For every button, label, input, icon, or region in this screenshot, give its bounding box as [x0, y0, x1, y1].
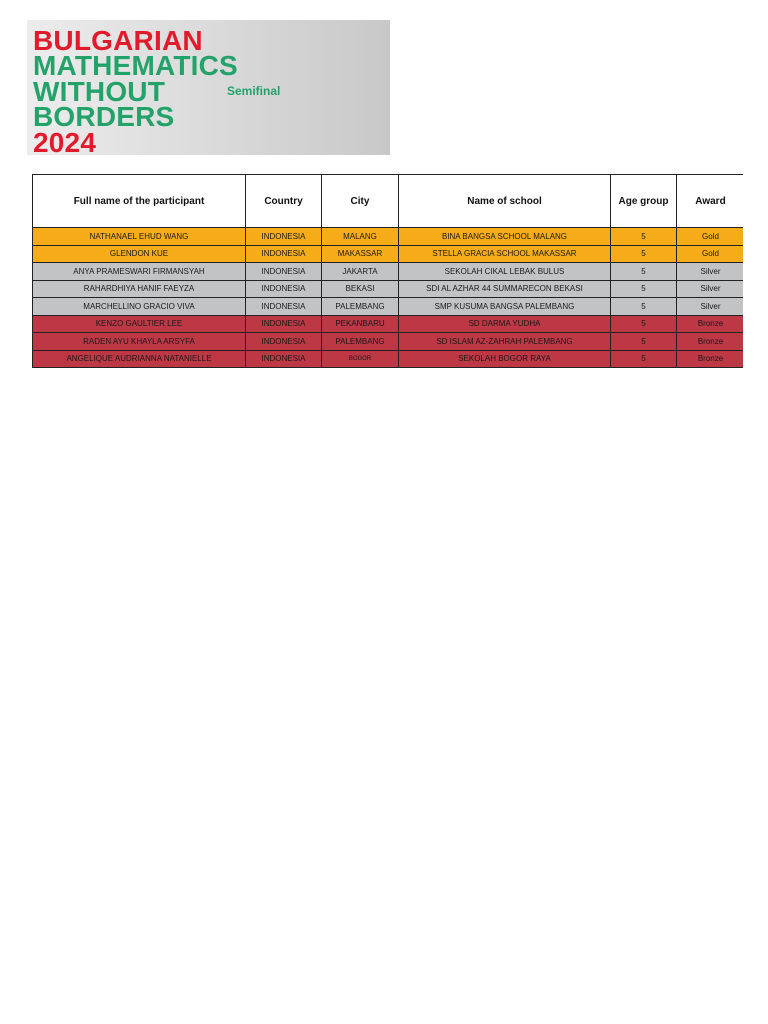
cell-award: Bronze [677, 333, 745, 351]
cell-name: RAHARDHIYA HANIF FAEYZA [33, 280, 246, 298]
cell-country: INDONESIA [246, 228, 322, 246]
table-row [33, 263, 745, 281]
cell-school: SEKOLAH BOGOR RAYA [399, 350, 611, 368]
cell-country: INDONESIA [246, 280, 322, 298]
cell-name: KENZO GAULTIER LEE [33, 315, 246, 333]
header-award: Award [677, 175, 745, 228]
header-country: Country [246, 175, 322, 228]
competition-logo [27, 20, 390, 158]
results-table [32, 174, 745, 368]
cell-school: STELLA GRACIA SCHOOL MAKASSAR [399, 245, 611, 263]
cell-city: JAKARTA [322, 263, 399, 281]
table-row [33, 298, 745, 316]
page-edge-mask [743, 170, 768, 380]
cell-name: ANYA PRAMESWARI FIRMANSYAH [33, 263, 246, 281]
cell-age-group: 5 [611, 298, 677, 316]
header-city: City [322, 175, 399, 228]
cell-name: GLENDON KUE [33, 245, 246, 263]
logo-line-mathematics: MATHEMATICS [33, 50, 238, 81]
table-row [33, 350, 745, 368]
cell-age-group: 5 [611, 315, 677, 333]
cell-age-group: 5 [611, 245, 677, 263]
cell-award: Bronze [677, 350, 745, 368]
header-age-group: Age group [611, 175, 677, 228]
cell-award: Silver [677, 280, 745, 298]
cell-school: SEKOLAH CIKAL LEBAK BULUS [399, 263, 611, 281]
cell-name: NATHANAEL EHUD WANG [33, 228, 246, 246]
table-row [33, 333, 745, 351]
logo-line-year: 2024 [33, 127, 97, 158]
cell-school: BINA BANGSA SCHOOL MALANG [399, 228, 611, 246]
table-row [33, 280, 745, 298]
table-header-row [33, 175, 745, 228]
cell-name: MARCHELLINO GRACIO VIVA [33, 298, 246, 316]
table-row [33, 228, 745, 246]
cell-award: Silver [677, 263, 745, 281]
cell-school: SMP KUSUMA BANGSA PALEMBANG [399, 298, 611, 316]
cell-country: INDONESIA [246, 333, 322, 351]
cell-award: Gold [677, 245, 745, 263]
logo-line-without: WITHOUT [33, 76, 166, 107]
cell-city: BEKASI [322, 280, 399, 298]
table-row [33, 315, 745, 333]
cell-city: MALANG [322, 228, 399, 246]
cell-city: PALEMBANG [322, 298, 399, 316]
logo-line-bulgarian: BULGARIAN [33, 25, 203, 56]
cell-age-group: 5 [611, 280, 677, 298]
cell-age-group: 5 [611, 350, 677, 368]
cell-school: SDI AL AZHAR 44 SUMMARECON BEKASI [399, 280, 611, 298]
cell-country: INDONESIA [246, 315, 322, 333]
header-school: Name of school [399, 175, 611, 228]
cell-award: Bronze [677, 315, 745, 333]
logo-line-borders: BORDERS [33, 101, 175, 132]
cell-city: PEKANBARU [322, 315, 399, 333]
cell-city: PALEMBANG [322, 333, 399, 351]
cell-city: MAKASSAR [322, 245, 399, 263]
header-full-name: Full name of the participant [33, 175, 246, 228]
cell-age-group: 5 [611, 228, 677, 246]
cell-country: INDONESIA [246, 350, 322, 368]
table-row [33, 245, 745, 263]
cell-name: RADEN AYU KHAYLA ARSYFA [33, 333, 246, 351]
logo-stage-label: Semifinal [227, 84, 281, 98]
cell-city: BOGOR [322, 350, 399, 368]
cell-award: Silver [677, 298, 745, 316]
cell-age-group: 5 [611, 333, 677, 351]
cell-name: ANGELIQUE AUDRIANNA NATANIELLE [33, 350, 246, 368]
cell-country: INDONESIA [246, 298, 322, 316]
cell-school: SD DARMA YUDHA [399, 315, 611, 333]
cell-country: INDONESIA [246, 245, 322, 263]
cell-age-group: 5 [611, 263, 677, 281]
cell-country: INDONESIA [246, 263, 322, 281]
cell-award: Gold [677, 228, 745, 246]
cell-school: SD ISLAM AZ-ZAHRAH PALEMBANG [399, 333, 611, 351]
